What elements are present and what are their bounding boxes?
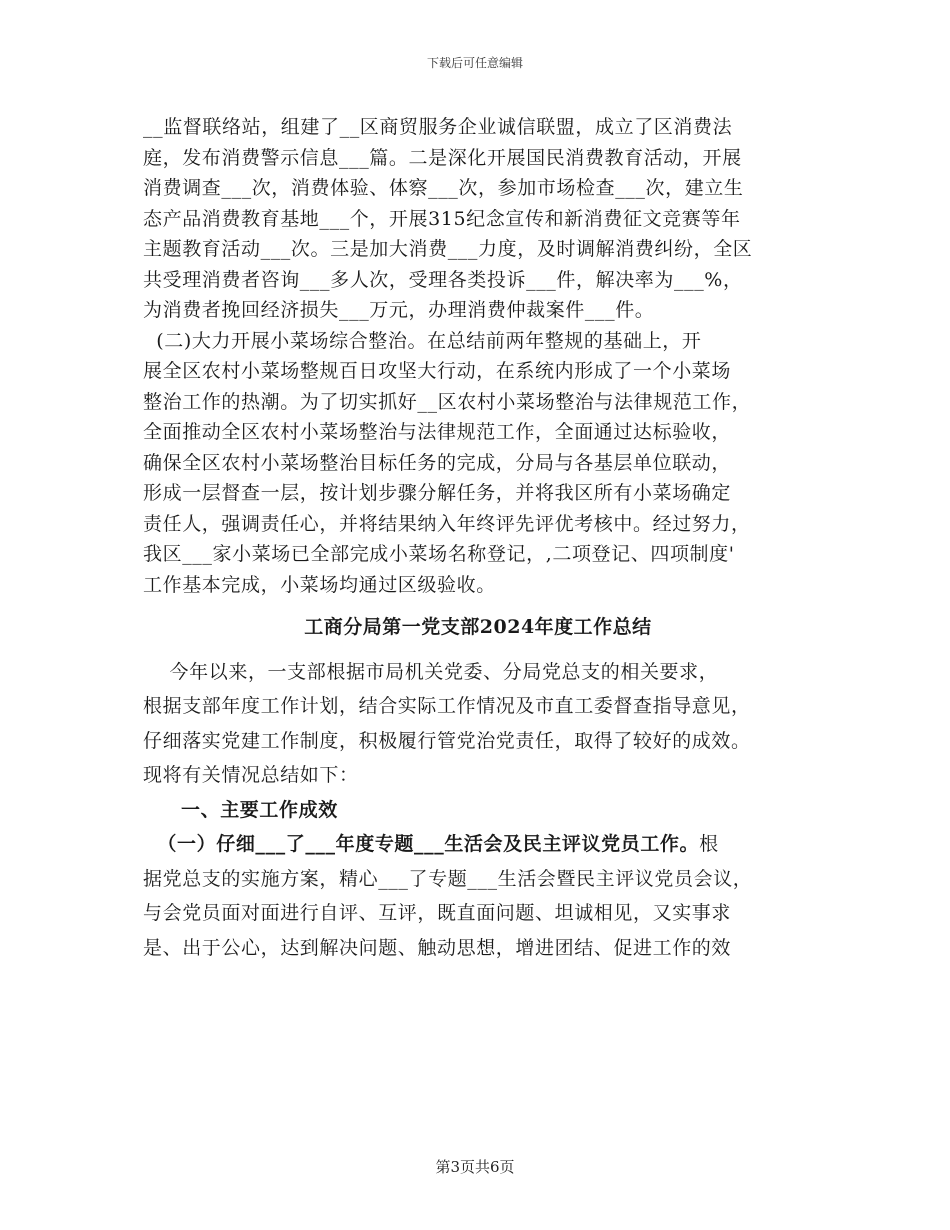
- paragraph-line: 今年以来，一支部根据市局机关党委、分局党总支的相关要求，: [143, 660, 719, 683]
- paragraph-line: 消费调查___次，消费体验、体察___次，参加市场检查___次，建立生: [143, 177, 744, 199]
- section-heading: 一、主要工作成效: [181, 798, 338, 821]
- paragraph-line: 态产品消费教育基地___个，开展315纪念宣传和新消费征文竞赛等年: [143, 207, 741, 230]
- paragraph-line: (二)大力开展小菜场综合整治。在总结前两年整规的基础上，开: [143, 329, 702, 352]
- paragraph-line: __监督联络站，组建了__区商贸服务企业诚信联盟，成立了区消费法: [143, 116, 733, 138]
- paragraph-line: 共受理消费者咨询___多人次，受理各类投诉___件，解决率为___%，: [143, 268, 743, 291]
- paragraph-line: 责任人，强调责任心，并将结果纳入年终评先评优考核中。经过努力，: [143, 512, 751, 535]
- section-party-summary: [143, 655, 813, 966]
- paragraph-line: 现将有关情况总结如下：: [143, 764, 359, 786]
- document-title: 工商分局第一党支部2024年度工作总结: [304, 616, 652, 638]
- paragraph-line: 整治工作的热潮。为了切实抓好__区农村小菜场整治与法律规范工作，: [143, 390, 752, 413]
- subheading-bold: （一）仔细___了___年度专题___生活会及民主评议党员工作。: [143, 833, 700, 855]
- paragraph-line: 我区___家小菜场已全部完成小菜场名称登记，,二项登记、四项制度': [143, 543, 735, 565]
- paragraph-line: 根据支部年度工作计划，结合实际工作情况及市直工委督查指导意见，: [143, 695, 751, 717]
- paragraph-line: 形成一层督查一层，按计划步骤分解任务，并将我区所有小菜场确定: [143, 482, 732, 504]
- paragraph-line: 全面推动全区农村小菜场整治与法律规范工作，全面通过达标验收，: [143, 421, 732, 443]
- section-consumer-protection: [143, 112, 813, 600]
- subheading-continuation: 根: [699, 833, 719, 855]
- page-header: 下载后可任意编辑: [426, 56, 523, 70]
- document-body: [143, 112, 813, 965]
- paragraph-line: 与会党员面对面进行自评、互评，既直面问题、坦诚相见，又实事求: [143, 902, 732, 924]
- paragraph-line: 展全区农村小菜场整规百日攻坚大行动，在系统内形成了一个小菜场: [143, 360, 732, 382]
- paragraph-line: 工作基本完成，小菜场均通过区级验收。: [143, 573, 496, 596]
- paragraph-line: 确保全区农村小菜场整治目标任务的完成，分局与各基层单位联动，: [143, 451, 732, 474]
- paragraph-line: 是、出于公心，达到解决问题、触动思想，增进团结、促进工作的效: [143, 936, 732, 959]
- paragraph-line: 仔细落实党建工作制度，积极履行管党治党责任，取得了较好的成效。: [143, 729, 751, 752]
- subheading-line: [143, 827, 813, 862]
- paragraph-line: 据党总支的实施方案，精心___了专题___生活会暨民主评议党员会议，: [143, 867, 753, 890]
- paragraph-line: 为消费者挽回经济损失___万元，办理消费仲裁案件___件。: [143, 299, 655, 321]
- page-footer: 第3页共6页: [435, 1158, 515, 1176]
- paragraph-line: 庭，发布消费警示信息___篇。二是深化开展国民消费教育活动，开展: [143, 146, 742, 169]
- paragraph-line: 主题教育活动___次。三是加大消费___力度，及时调解消费纠纷，全区: [143, 238, 753, 260]
